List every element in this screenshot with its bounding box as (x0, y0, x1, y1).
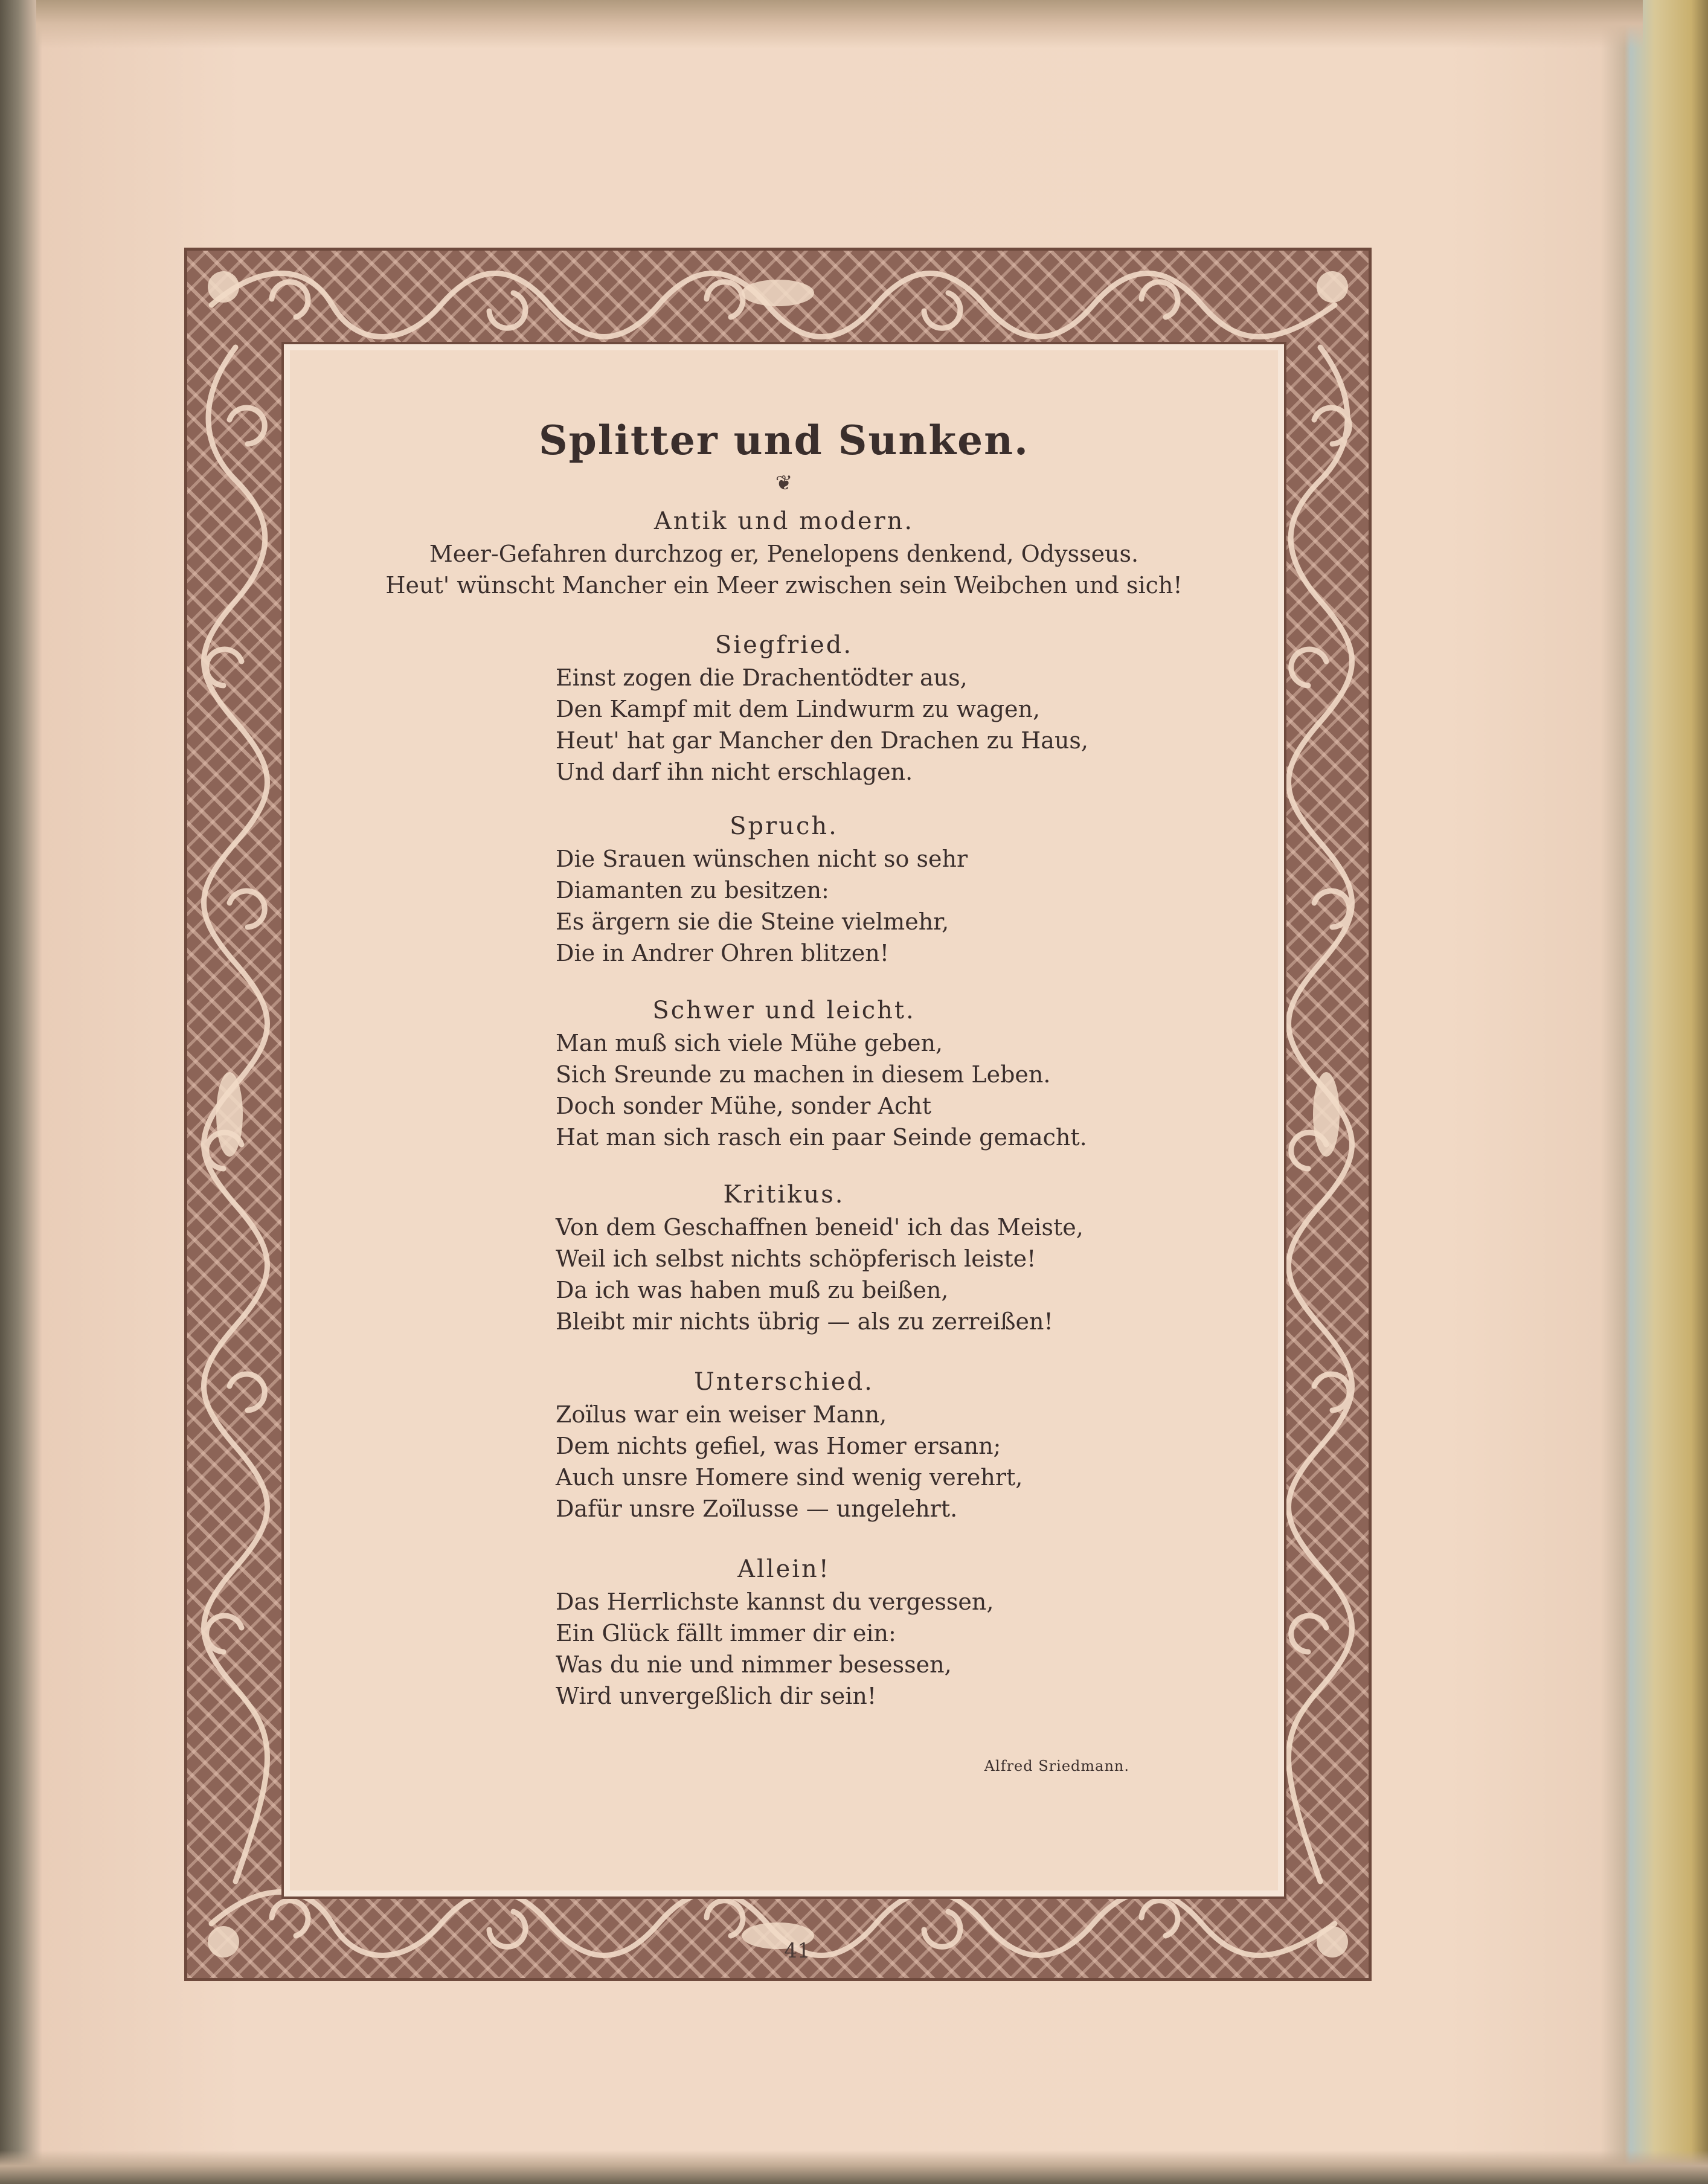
stanza-line: Was du nie und nimmer besessen, (556, 1651, 952, 1678)
stanza-line: Das Herrlichste kannst du vergessen, (556, 1588, 994, 1615)
stanza-line: Von dem Geschaffnen beneid' ich das Meiste, (556, 1214, 1084, 1241)
stanza-line: Es ärgern sie die Steine vielmehr, (556, 908, 949, 935)
stanza-line: Einst zogen die Drachentödter aus, (556, 664, 968, 691)
ornamental-border (184, 248, 1372, 1981)
stanza-line: Weil ich selbst nichts schöpferisch leiste! (556, 1245, 1036, 1272)
stanza-antik-und-modern (290, 504, 1278, 601)
stanza-line: Dafür unsre Zoïlusse — ungelehrt. (556, 1495, 958, 1522)
stanza-line: Hat man sich rasch ein paar Seinde gemacht. (556, 1124, 1087, 1151)
stanza-line: Und darf ihn nicht erschlagen. (556, 759, 913, 785)
stanza-heading: Spruch. (730, 812, 838, 840)
stanza-line: Wird unvergeßlich dir sein! (556, 1683, 877, 1709)
stanza-heading: Allein! (737, 1555, 830, 1583)
stanza-heading: Siegfried. (714, 631, 853, 659)
stanza-line: Dem nichts gefiel, was Homer ersann; (556, 1433, 1001, 1459)
stanza-heading: Kritikus. (723, 1181, 845, 1209)
stanza-line: Die in Andrer Ohren blitzen! (556, 940, 890, 966)
book-page (42, 36, 1625, 2150)
stanza-spruch (290, 809, 1278, 969)
stanza-line: Heut' wünscht Mancher ein Meer zwischen sein Weibchen und sich! (385, 572, 1183, 599)
stanza-heading: Schwer und leicht. (652, 997, 916, 1024)
page-title: Splitter und Sunken. (538, 417, 1030, 464)
stanza-line: Man muß sich viele Mühe geben, (556, 1030, 943, 1056)
stanza-heading: Unterschied. (694, 1368, 874, 1396)
stanza-line: Meer-Gefahren durchzog er, Penelopens denkend, Odysseus. (429, 541, 1139, 567)
fleuron-icon: ❦ (775, 471, 793, 495)
stanza-allein (290, 1552, 1278, 1712)
stanza-heading: Antik und modern. (653, 507, 914, 535)
stanza-schwer-und-leicht (290, 994, 1278, 1153)
stanza-line: Heut' hat gar Mancher den Drachen zu Haus, (556, 727, 1088, 754)
stanza-line: Auch unsre Homere sind wenig verehrt, (556, 1464, 1023, 1491)
poem-collection (290, 350, 1278, 1890)
stanza-siegfried (290, 628, 1278, 788)
author-signature: Alfred Sriedmann. (984, 1758, 1129, 1774)
stanza-line: Sich Sreunde zu machen in diesem Leben. (556, 1061, 1051, 1088)
text-panel (284, 344, 1284, 1897)
stanza-line: Da ich was haben muß zu beißen, (556, 1277, 949, 1303)
stanza-line: Zoïlus war ein weiser Mann, (556, 1401, 887, 1428)
stanza-line: Die Srauen wünschen nicht so sehr (556, 846, 968, 872)
stanza-line: Den Kampf mit dem Lindwurm zu wagen, (556, 696, 1041, 722)
stanza-unterschied (290, 1365, 1278, 1524)
stanza-line: Doch sonder Mühe, sonder Acht (556, 1093, 931, 1119)
page-number: 41 (784, 1939, 811, 1963)
stanza-line: Ein Glück fällt immer dir ein: (556, 1620, 896, 1646)
page-bottom-edge (0, 2150, 1708, 2184)
stanza-line: Diamanten zu besitzen: (556, 877, 829, 904)
stanza-kritikus (290, 1178, 1278, 1337)
stanza-line: Bleibt mir nichts übrig — als zu zerreißen! (556, 1308, 1053, 1335)
